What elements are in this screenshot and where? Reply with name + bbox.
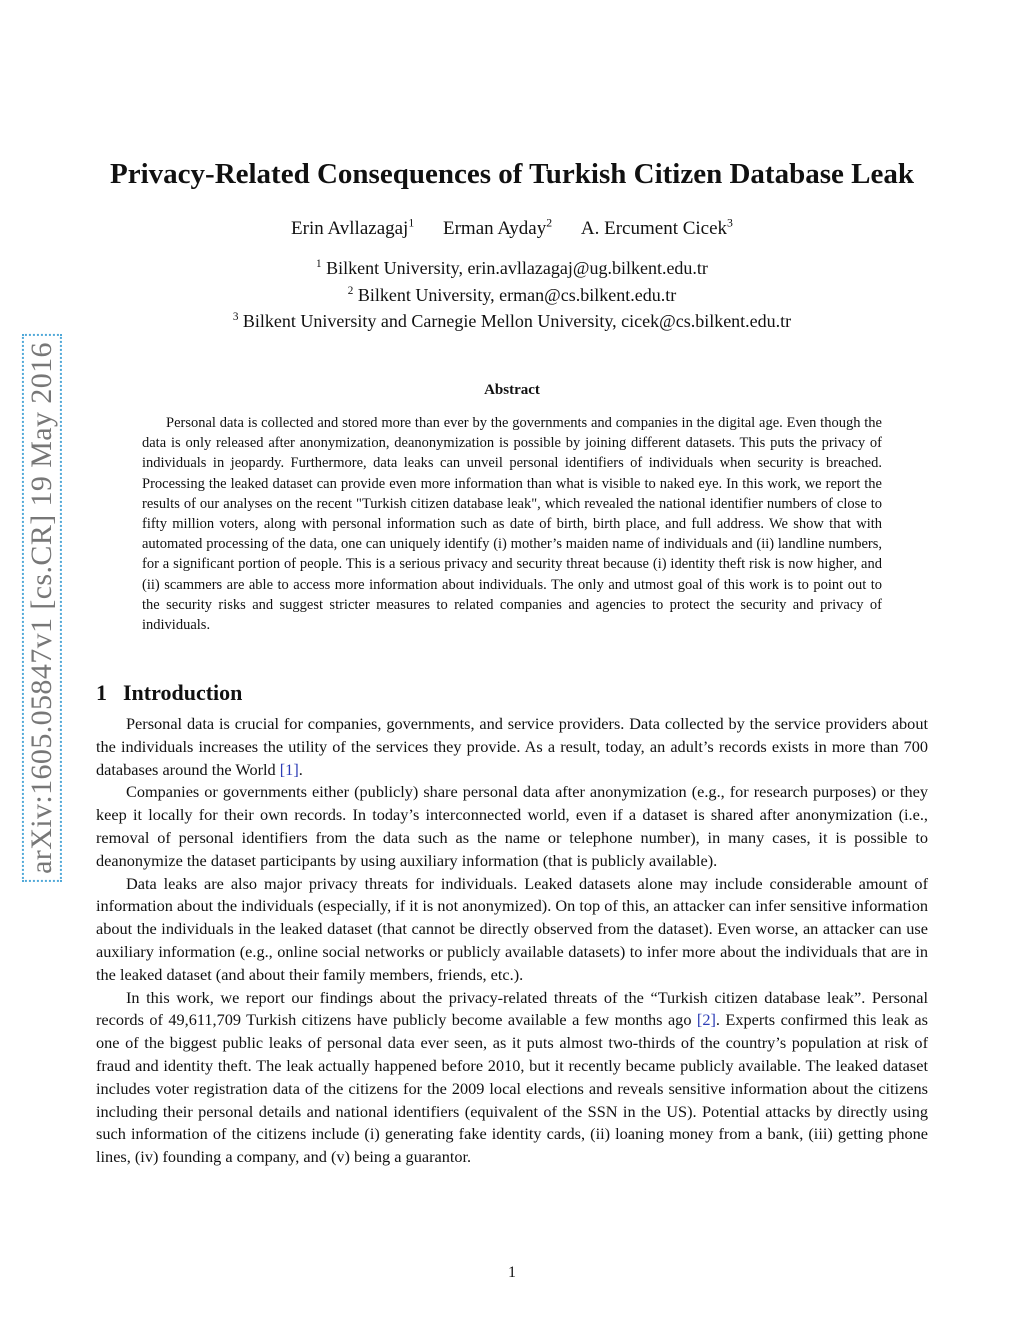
- affiliation-mark: 3: [232, 311, 239, 323]
- affiliation-text: Bilkent University, erman@cs.bilkent.edu.tr: [357, 285, 677, 305]
- paragraph-2: Companies or governments either (publicly) share personal data after anonymization (e.g., for research purposes) or they keep it locally for their own records. In today’s interconnected world, even if a dataset is shared after anonymization (i.e., removal of personal identifiers from the data such as the name or telephone number), in many cases, it is possible to deanonymize the dataset participants by using auxiliary information (that is publicly available).: [96, 782, 928, 870]
- author-mark: 2: [546, 216, 553, 230]
- paragraph-text: In this work, we report our findings about the privacy-related threats of the “Turkish citizen database leak”. Personal records of 49,611,709 Turkish citizens have publicly become available a few months ago: [96, 987, 928, 1030]
- section-heading: [96, 680, 242, 706]
- citation-link-2[interactable]: [2]: [696, 1010, 716, 1030]
- paragraph-3: Data leaks are also major privacy threats for individuals. Leaked datasets alone may include considerable amount of information about the individuals (especially, if it is not anonymized). On top of this, an attacker can infer sensitive information about the individuals in the leaked dataset (that cannot be directly observed from the dataset). Even worse, an attacker can use auxiliary information (e.g., online social networks or publicly available datasets) to infer more about the individuals that are in the leaked dataset (and about their family members, friends, etc.).: [96, 873, 928, 984]
- author-3: [581, 218, 733, 239]
- affiliation-text: Bilkent University and Carnegie Mellon University, cicek@cs.bilkent.edu.tr: [242, 311, 792, 331]
- affiliation-1: [0, 258, 1024, 279]
- paragraph-4: [96, 987, 928, 1169]
- author-list: [0, 218, 1024, 240]
- author-mark: 3: [727, 216, 733, 230]
- paragraph-text: . Experts confirmed this leak as one of the biggest public leaks of personal data ever seen, as it puts almost two-thirds of the country’s population at risk of fraud and identity theft. The leak actually happened before 2010, but it recently became publicly available. The leaked dataset includes voter registration data of the citizens for the 2009 local elections and reveals sensitive information about the citizens including their personal details and national identifiers (equivalent of the SSN in the US). Potential attacks by directly using such information of the citizens include (i) generating fake identity cards, (ii) loaning money from a bank, (iii) getting phone lines, (iv) founding a company, and (v) being a guarantor.: [96, 1010, 928, 1167]
- section-number: 1: [96, 680, 107, 705]
- section-title: Introduction: [123, 680, 243, 705]
- abstract-heading: Abstract: [484, 382, 540, 398]
- author-name: A. Ercument Cicek: [580, 218, 728, 239]
- author-1: [291, 218, 414, 239]
- introduction-body: [96, 713, 928, 1169]
- paper-title: Privacy-Related Consequences of Turkish Citizen Database Leak: [110, 158, 914, 190]
- author-2: [443, 218, 552, 239]
- affiliation-mark: 2: [347, 285, 354, 297]
- affiliation-mark: 1: [316, 258, 322, 270]
- affiliation-2: [0, 285, 1024, 306]
- page-number: 1: [508, 1264, 516, 1281]
- paragraph-1: [96, 713, 928, 781]
- affiliation-text: Bilkent University, erin.avllazagaj@ug.bilkent.edu.tr: [326, 258, 708, 278]
- abstract-text: Personal data is collected and stored more than ever by the governments and companies in the digital age. Even though the data is only released after anonymization, deanonymization is possible by joining different datasets. This puts the privacy of individuals in jeopardy. Furthermore, data leaks can unveil personal identifiers of individuals when security is breached. Processing the leaked dataset can provide even more information than what is visible to naked eye. In this work, we report the results of our analyses on the recent "Turkish citizen database leak", which revealed the national identifier numbers of close to fifty million voters, along with personal information such as date of birth, birth place, and full address. We show that with automated processing of the data, one can uniquely identify (i) mother’s maiden name of individuals and (ii) landline numbers, for a significant portion of people. This is a serious privacy and security threat because (i) identity theft risk is now higher, and (ii) scammers are able to access more information about individuals. The only and utmost goal of this work is to point out to the security risks and suggest stricter measures to related companies and agencies to protect the security and privacy of individuals.: [142, 415, 882, 634]
- citation-link-1[interactable]: [1]: [279, 759, 299, 779]
- paragraph-text: Personal data is crucial for companies, governments, and service providers. Data collected by the service providers about the individuals increases the utility of the services they provide. As a result, today, an adult’s records exists in more than 700 databases around the World: [96, 714, 928, 779]
- author-name: Erin Avllazagaj: [291, 218, 409, 239]
- paragraph-text: .: [298, 759, 303, 779]
- author-mark: 1: [408, 216, 415, 230]
- affiliation-3: [0, 311, 1024, 332]
- author-name: Erman Ayday: [442, 218, 547, 239]
- arxiv-stamp-text: arXiv:1605.05847v1 [cs.CR] 19 May 2016: [22, 334, 62, 882]
